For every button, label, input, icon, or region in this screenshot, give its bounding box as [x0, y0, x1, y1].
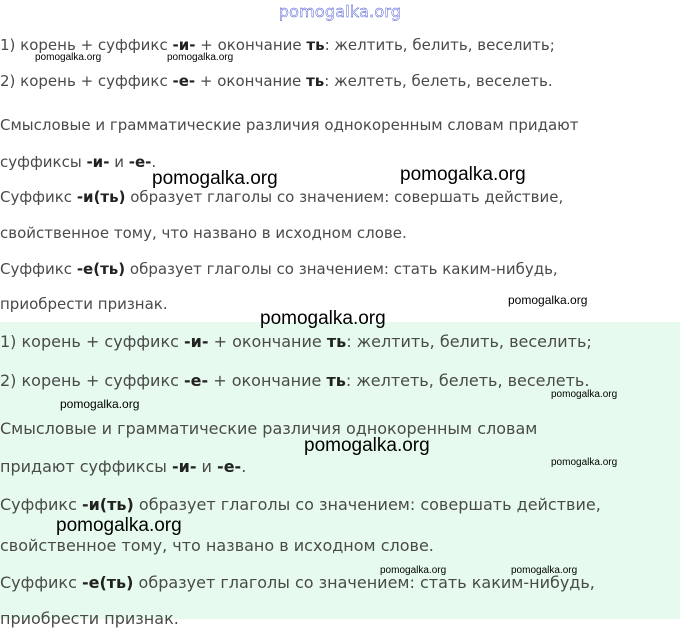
paragraph-3-line-b: приобрести признак. [0, 295, 168, 313]
watermark: pomogalka.org [551, 389, 618, 400]
paragraph-3-line-a: Суффикс -е(ть) образует глаголы со значением: стать каким-нибудь, [0, 260, 558, 278]
watermark: pomogalka.org [511, 565, 578, 576]
paragraph-1-line-b-repeat: придают суффиксы -и- и -е-. [0, 457, 247, 476]
watermark: pomogalka.org [551, 457, 618, 468]
paragraph-2-line-a: Суффикс -и(ть) образует глаголы со значением: совершать действие, [0, 188, 564, 206]
paragraph-3-line-b-repeat: приобрести признак. [0, 609, 179, 628]
paragraph-1-line-b: суффиксы -и- и -е-. [0, 153, 157, 171]
paragraph-2-line-a-repeat: Суффикс -и(ть) образует глаголы со значением: совершать действие, [0, 495, 601, 514]
watermark: pomogalka.org [508, 293, 588, 307]
paragraph-2-line-b-repeat: свойственное тому, что названо в исходном слове. [0, 536, 434, 555]
rule-line-1: 1) корень + суффикс -и- + окончание ть: желтить, белить, веселить; [0, 36, 555, 54]
paragraph-1-line-a: Смысловые и грамматические различия однокоренным словам придают [0, 116, 579, 134]
watermark: pomogalka.org [167, 52, 234, 63]
paragraph-3-line-a-repeat: Суффикс -е(ть) образует глаголы со значением: стать каким-нибудь, [0, 573, 595, 592]
watermark: pomogalka.org [56, 515, 182, 536]
watermark: pomogalka.org [380, 565, 447, 576]
rule-line-1-repeat: 1) корень + суффикс -и- + окончание ть: желтить, белить, веселить; [0, 332, 592, 351]
rule-line-2-repeat: 2) корень + суффикс -е- + окончание ть: желтеть, белеть, веселеть. [0, 371, 590, 390]
watermark: pomogalka.org [304, 435, 430, 456]
watermark: pomogalka.org [60, 397, 140, 411]
rule-line-2: 2) корень + суффикс -е- + окончание ть: желтеть, белеть, веселеть. [0, 72, 553, 90]
watermark: pomogalka.org [260, 308, 386, 329]
site-header: pomogalka.org [278, 2, 402, 21]
watermark: pomogalka.org [152, 168, 278, 189]
paragraph-2-line-b: свойственное тому, что названо в исходном слове. [0, 224, 407, 242]
watermark: pomogalka.org [400, 164, 526, 185]
watermark: pomogalka.org [35, 52, 102, 63]
paragraph-1-line-a-repeat: Смысловые и грамматические различия однокоренным словам [0, 419, 538, 438]
